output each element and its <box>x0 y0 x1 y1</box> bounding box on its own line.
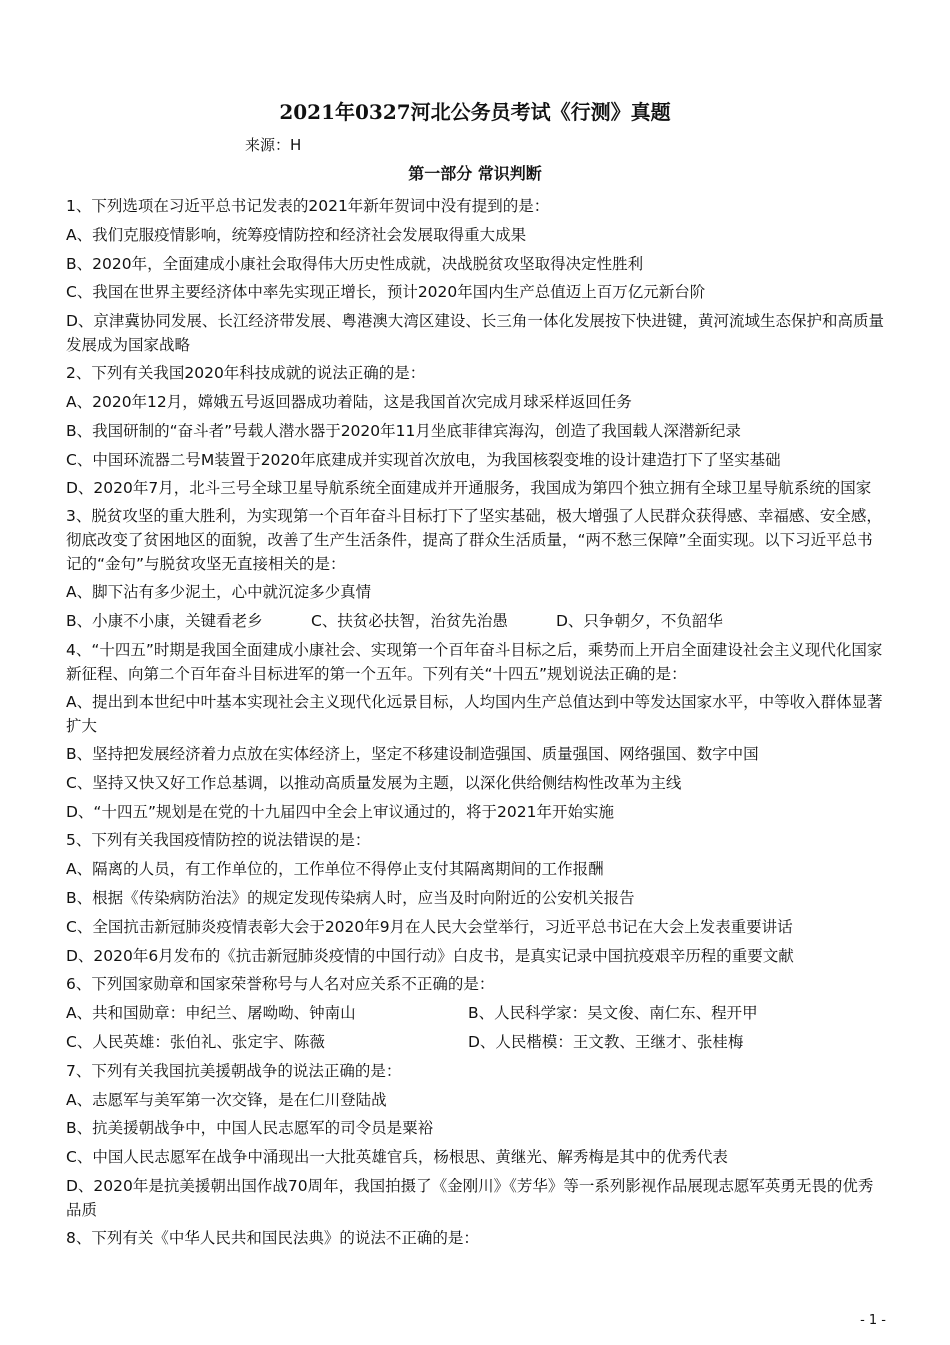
question-list <box>66 192 888 1253</box>
question-stem: 5、下列有关我国疫情防控的说法错误的是： <box>66 831 371 850</box>
option-row <box>66 607 888 636</box>
option: A、隔离的人员，有工作单位的，工作单位不得停止支付其隔离期间的工作报酬 <box>66 860 604 879</box>
option: A、提出到本世纪中叶基本实现社会主义现代化远景目标，人均国内生产总值达到中等发达国家水平，中等收入群体显著扩大 <box>66 692 883 735</box>
source-line: 来源：H <box>245 136 302 154</box>
question-stem: 2、下列有关我国2020年科技成就的说法正确的是： <box>66 364 426 383</box>
option: B、人民科学家：吴文俊、南仁东、程开甲 <box>468 1004 758 1023</box>
option: A、脚下沾有多少泥土，心中就沉淀多少真情 <box>66 583 372 602</box>
option: C、中国人民志愿军在战争中涌现出一大批英雄官兵，杨根思、黄继光、解秀梅是其中的优秀代表 <box>66 1148 728 1167</box>
option: A、共和国勋章：申纪兰、屠呦呦、钟南山 <box>66 1004 356 1023</box>
option: D、2020年6月发布的《抗击新冠肺炎疫情的中国行动》白皮书，是真实记录中国抗疫艰辛历程的重要文献 <box>66 946 794 965</box>
option: D、京津冀协同发展、长江经济带发展、粤港澳大湾区建设、长三角一体化发展按下快进键，黄河流域生态保护和高质量发展成为国家战略 <box>66 312 884 355</box>
document-title: 2021年0327河北公务员考试《行测》真题 <box>279 100 671 124</box>
option: C、全国抗击新冠肺炎疫情表彰大会于2020年9月在人民大会堂举行，习近平总书记在大会上发表重要讲话 <box>66 917 793 936</box>
question-stem: 3、脱贫攻坚的重大胜利，为实现第一个百年奋斗目标打下了坚实基础，极大增强了人民群众获得感、幸福感、安全感，彻底改变了贫困地区的面貌，改善了生产生活条件，提高了群众生活质量，“两不愁三保障”全面实现。以下习近平总书记的“金句”与脱贫攻坚无直接相关的是： <box>66 507 882 574</box>
question-stem: 1、下列选项在习近平总书记发表的2021年新年贺词中没有提到的是： <box>66 197 550 215</box>
option: C、中国环流器二号M装置于2020年底建成并实现首次放电，为我国核裂变堆的设计建造打下了坚实基础 <box>66 450 781 469</box>
option: D、“十四五”规划是在党的十九届四中全会上审议通过的，将于2021年开始实施 <box>66 802 614 821</box>
option: A、志愿军与美军第一次交锋，是在仁川登陆战 <box>66 1090 387 1109</box>
question-stem: 4、“十四五”时期是我国全面建成小康社会、实现第一个百年奋斗目标之后，乘势而上开启全面建设社会主义现代化国家新征程、向第二个百年奋斗目标进军的第一个五年。下列有关“十四五”规划说法正确的是： <box>66 640 883 683</box>
section-heading: 第一部分 常识判断 <box>408 164 542 183</box>
option: C、我国在世界主要经济体中率先实现正增长，预计2020年国内生产总值迈上百万亿元新台阶 <box>66 283 706 302</box>
question-stem: 6、下列国家勋章和国家荣誉称号与人名对应关系不正确的是： <box>66 975 495 994</box>
option: C、扶贫必扶智，治贫先治愚 <box>311 612 508 631</box>
option: B、坚持把发展经济着力点放在实体经济上，坚定不移建设制造强国、质量强国、网络强国、数字中国 <box>66 744 759 763</box>
page-number: - 1 - <box>860 1313 886 1328</box>
option: B、根据《传染病防治法》的规定发现传染病人时，应当及时向附近的公安机关报告 <box>66 888 635 907</box>
option-row <box>66 999 888 1028</box>
option: D、人民楷模：王文教、王继才、张桂梅 <box>468 1032 744 1051</box>
option: B、我国研制的“奋斗者”号载人潜水器于2020年11月坐底菲律宾海沟，创造了我国载人深潜新纪录 <box>66 421 741 440</box>
question-stem: 8、下列有关《中华人民共和国民法典》的说法不正确的是： <box>66 1228 479 1247</box>
option: B、2020年，全面建成小康社会取得伟大历史性成就，决战脱贫攻坚取得决定性胜利 <box>66 254 644 273</box>
option: B、小康不小康，关键看老乡 <box>66 612 263 631</box>
option: D、2020年是抗美援朝出国作战70周年，我国拍摄了《金刚川》《芳华》等一系列影视作品展现志愿军英勇无畏的优秀品质 <box>66 1176 874 1219</box>
option: A、2020年12月，嫦娥五号返回器成功着陆，这是我国首次完成月球采样返回任务 <box>66 392 632 411</box>
option: C、人民英雄：张伯礼、张定宇、陈薇 <box>66 1032 325 1051</box>
question-stem: 7、下列有关我国抗美援朝战争的说法正确的是： <box>66 1061 402 1080</box>
option-row <box>66 1028 888 1057</box>
option: A、我们克服疫情影响，统筹疫情防控和经济社会发展取得重大成果 <box>66 225 527 244</box>
option: D、只争朝夕，不负韶华 <box>556 612 723 631</box>
option: B、抗美援朝战争中，中国人民志愿军的司令员是粟裕 <box>66 1119 434 1138</box>
option: C、坚持又快又好工作总基调，以推动高质量发展为主题，以深化供给侧结构性改革为主线 <box>66 773 682 792</box>
option: D、2020年7月，北斗三号全球卫星导航系统全面建成并开通服务，我国成为第四个独立拥有全球卫星导航系统的国家 <box>66 479 872 498</box>
